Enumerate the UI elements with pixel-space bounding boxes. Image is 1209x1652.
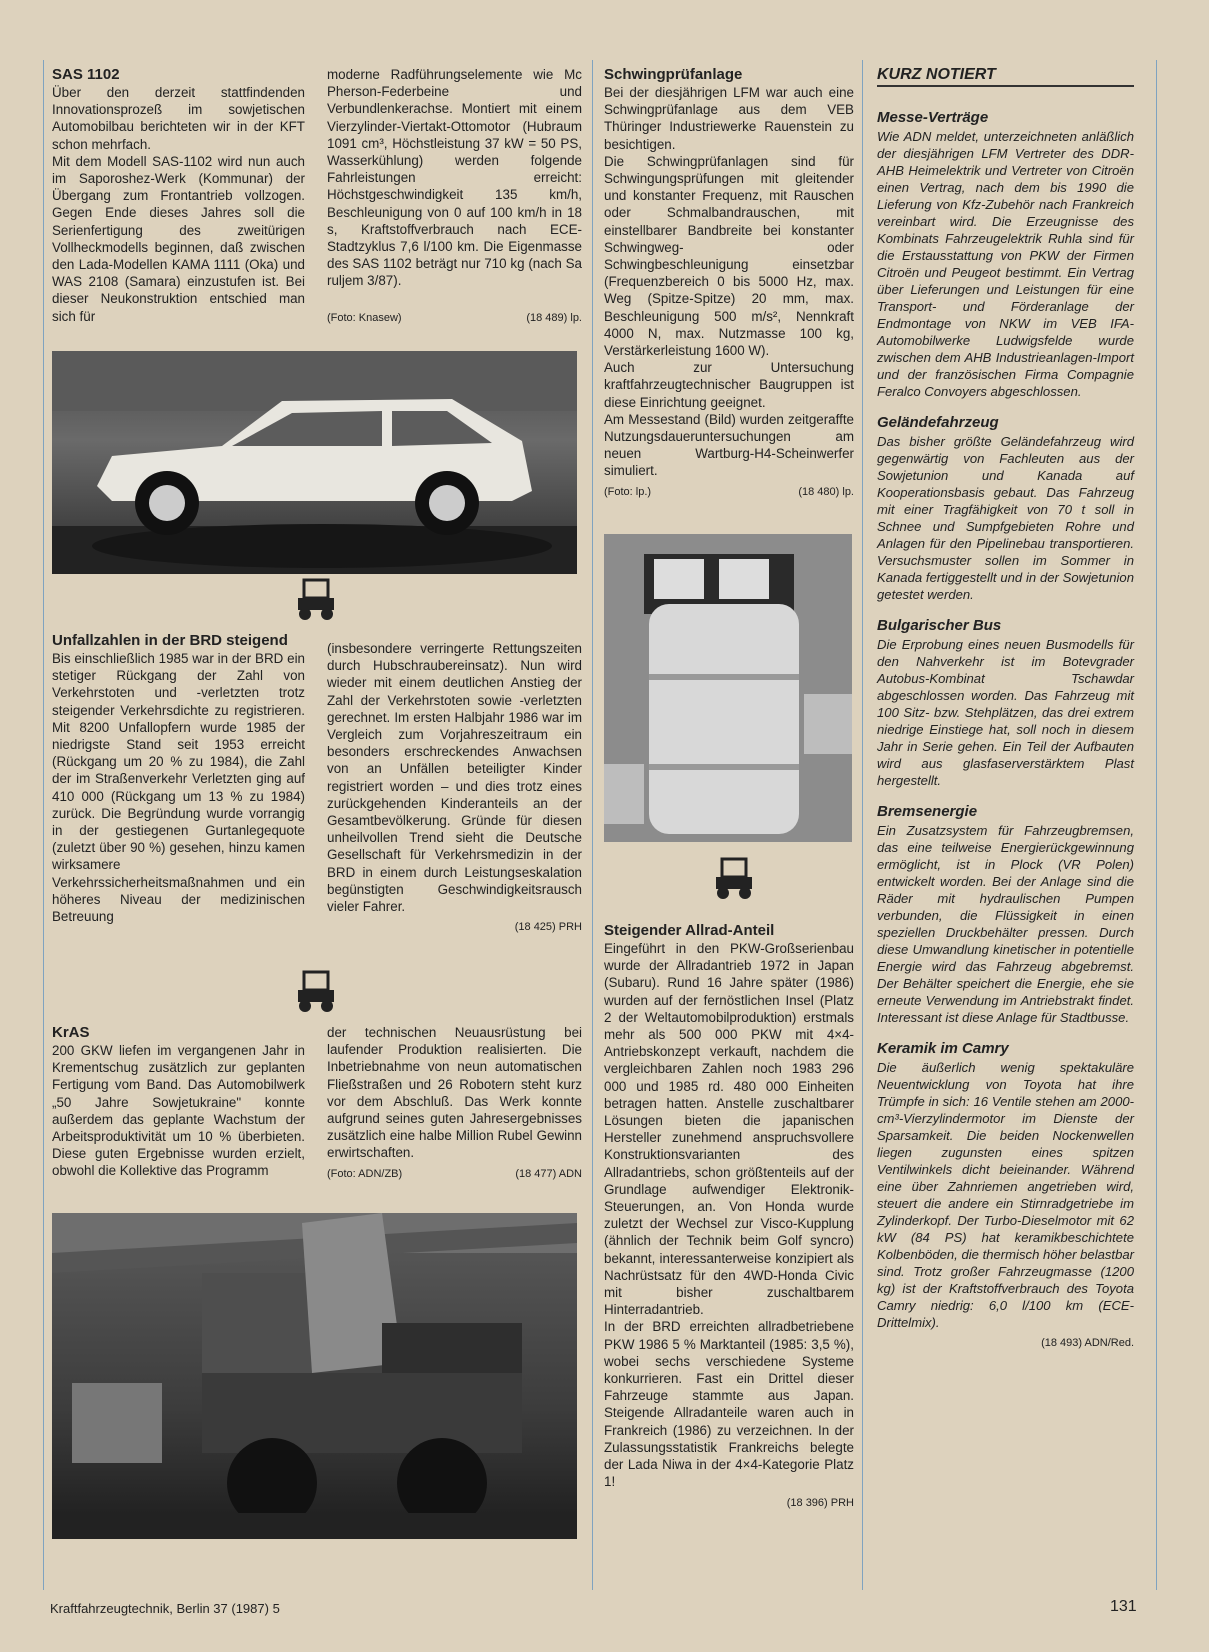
credit-code: (18 493) ADN/Red. bbox=[1041, 1337, 1134, 1349]
credit-source: (Foto: lp.) bbox=[604, 485, 652, 498]
credit-code: (18 477) ADN bbox=[515, 1167, 582, 1180]
article-sas-col1 bbox=[52, 66, 305, 325]
kurz-notiert-column bbox=[877, 66, 1134, 1352]
car-logo-icon bbox=[294, 970, 338, 1021]
page-number: 131 bbox=[1110, 1598, 1137, 1615]
paragraph: Die Schwingprüfanlagen sind für Schwingungsprüfungen mit gleitender und konstanter Frequenz, mit Rauschen oder Schmalbandrauschen, mit einstellbarer Bandbreite bei konstanter Schwingweg- oder Schwingbeschleunigung einsetzbar (Frequenzbereich 0 bis 5000 Hz, max. Weg (Spitze-Spitze) 20 mm, max. Beschleunigung 500 m/s², Nennkraft 4000 N, max. Nutzmasse 100 kg, Verstärkerleistung 1600 W). bbox=[604, 153, 854, 359]
credit-source: (Foto: ADN/ZB) bbox=[327, 1167, 403, 1180]
paragraph: Bis einschließlich 1985 war in der BRD ein stetiger Rückgang der Zahl von Verkehrstoten und -verletzten trotz steigender Verkehrsdichte zu registrieren. Mit 8200 Unfallopfern wurde 1985 der niedrigste Stand seit 1953 erreicht (Rückgang um 20 % zu 1984), die Zahl der im Straßenverkehr Verletzten ging auf 410 000 (Rückgang um 13 % zu 1984) zurück. Die Begründung wurde vorrangig in der gestiegenen Gurtanlegequote (zuletzt über 90 %) gesehen, hinzu kamen wirksamere Verkehrssicherheitsmaßnahmen und ein höheres Niveau der medizinischen Betreuung bbox=[52, 651, 305, 925]
article-kras-col2 bbox=[327, 1024, 582, 1183]
car-logo-icon bbox=[294, 578, 338, 629]
credit-code: (18 489) lp. bbox=[526, 311, 582, 324]
paragraph: moderne Radführungselemente wie Mc Pherson-Federbeine und Verbundlenkerachse. Montiert mit einem Vierzylinder-Viertakt-Ottomotor (Hubraum 1091 cm³, Höchstleistung 37 kW = 50 PS, Wasserkühlung) werden folgende Fahrleistungen erreicht: Höchstgeschwindigkeit 135 km/h, Beschleunigung von 0 auf 100 km/h in 18 s, Kraftstoffverbrauch nach ECE-Stadtzyklus 7,6 l/100 km. Die Eigenmasse des SAS 1102 beträgt nur 710 kg (nach Sa ruljem 3/87). bbox=[327, 67, 582, 289]
paragraph: Bei der diesjährigen LFM war auch eine Schwingprüfanlage aus dem VEB Thüringer Industriewerke Rauenstein zu besichtigen. bbox=[604, 85, 854, 152]
credit-code: (18 425) PRH bbox=[514, 921, 582, 934]
article-code bbox=[327, 919, 582, 936]
article-code bbox=[604, 1495, 854, 1512]
article-unfall-col2 bbox=[327, 640, 582, 936]
paragraph: Das bisher größte Geländefahrzeug wird gegenwärtig von Fachleuten aus der Sowjetunion und Kanada auf Kooperationsbasis gebaut. Das Fahrzeug mit einer Tragfähigkeit von 70 t soll in Schnee und Sumpfgebieten Rohre und Anlagen für den Pipelinebau transportieren. Versuchsmuster sollen im Sommer in Kanada fertiggestellt und in der Sowjetunion getestet werden. bbox=[877, 434, 1134, 602]
photo-kras-truck bbox=[52, 1213, 577, 1539]
truck-illustration bbox=[52, 1213, 577, 1539]
photo-credit bbox=[604, 484, 854, 501]
paragraph: Die äußerlich wenig spektakuläre Neuentwicklung von Toyota hat ihre Trümpfe in sich: 16 Ventile stehen am 2000-cm³-Vierzylindermotor im Dienste der Sparsamkeit. Die beiden Nockenwellen liegen zugunsten eines spitzen Ventilwinkels dicht beieinander. Während eine über Zahnriemen angetrieben wird, steuert die andere ein Stirnradgetriebe im Zylinderkopf. Der Turbo-Dieselmotor mit 62 kW (84 PS) hat keramikbeschichtete Kolbenböden, die thermisch höher belastbar sind. Trotz großer Fahrzeugmasse (1200 kg) ist der Kraftstoffverbrauch des Toyota Camry niedrig: 6,0 l/100 km (ECE-Drittelmix). bbox=[877, 1060, 1134, 1330]
headline-keramik: Keramik im Camry bbox=[877, 1040, 1009, 1057]
car-illustration bbox=[52, 351, 577, 574]
column-rule bbox=[862, 60, 863, 1590]
headline-sas: SAS 1102 bbox=[52, 66, 120, 83]
photo-schwing-rig bbox=[604, 534, 852, 842]
paragraph: Wie ADN meldet, unterzeichneten anläßlich der diesjährigen LFM Vertreter des DDR-AHB Heimelektrik und Vertreter von Citroën einen Vertrag, nach dem bis 1990 die Lieferung von Kfz-Zubehör nach Frankreich vereinbart wird. Die Erzeugnisse des Kombinats Fahrzeugelektrik Ruhla sind für die Erstausstattung von PKW der Firmen Citroën und Peugeot bestimmt. Ein Vertrag über Lieferungen und Leistungen für eine Transport- und Förderanlage der Endmontage von NKW im VEB IFA-Automobilwerke Ludwigsfelde wurde zwischen dem AHB Industrieanlagen-Import und der französischen Firma Compagnie Feralco Convoyers abgeschlossen. bbox=[877, 129, 1134, 399]
headline-messe: Messe-Verträge bbox=[877, 109, 989, 126]
paragraph: Mit dem Modell SAS-1102 wird nun auch im Saporoshez-Werk (Kommunar) der Übergang zum Frontantrieb vollzogen. Gegen Ende dieses Jahres soll die Serienfertigung des zweitürigen Vollheckmodells beginnen, daß zwischen den Lada-Modellen KAMA 1111 (Oka) und WAS 2108 (Samara) einzustufen ist. Bei dieser Neukonstruktion entschied man sich für bbox=[52, 153, 305, 324]
headline-allrad: Steigender Allrad-Anteil bbox=[604, 922, 775, 939]
article-kras-col1 bbox=[52, 1024, 305, 1180]
credit-code: (18 396) PRH bbox=[786, 1496, 854, 1509]
section-rule bbox=[877, 85, 1134, 87]
credit-code: (18 480) lp. bbox=[798, 485, 854, 498]
headline-kras: KrAS bbox=[52, 1024, 90, 1041]
paragraph: Auch zur Untersuchung kraftfahrzeugtechnischer Baugruppen ist diese Einrichtung geeignet. bbox=[604, 360, 854, 410]
article-sas-col2 bbox=[327, 66, 582, 327]
headline-brems: Bremsenergie bbox=[877, 803, 978, 820]
photo-credit bbox=[327, 1166, 582, 1183]
column-rule bbox=[1156, 60, 1157, 1590]
headline-gelaende: Geländefahrzeug bbox=[877, 414, 999, 431]
test-rig-illustration bbox=[604, 534, 852, 842]
headline-schwing: Schwingprüfanlage bbox=[604, 66, 743, 83]
paragraph: (insbesondere verringerte Rettungszeiten durch Hubschraubereinsatz). Nun wird wieder mit einem deutlichen Anstieg der Zahl der Verkehrstoten sowie -verletzten gerechnet. Im ersten Halbjahr 1986 war im Vergleich zum Vorjahreszeitraum ein besonders erschreckendes Anwachsen von an Unfällen beteiligter Kinder registriert worden – und dies trotz eines zurückgehenden Kinderanteils an der Gesamtbevölkerung. Gründe für diesen unheilvollen Trend sieht die Deutsche Gesellschaft für Verkehrsmedizin in der BRD in einem durch Leistungseskalation begünstigten Geschwindigkeitsrausch vieler Fahrer. bbox=[327, 641, 582, 915]
article-schwing bbox=[604, 66, 854, 501]
paragraph: Eingeführt in den PKW-Großserienbau wurde der Allradantrieb 1972 in Japan (Subaru). Rund 16 Jahre später (1986) wurden auf der fernöstlichen Insel (Platz 2 der Weltautomobilproduktion) erstmals mehr als 500 000 PKW mit 4×4-Antriebskonzept verkauft, nachdem die vergleichbaren Zahlen noch 1983 296 000 und 1985 rd. 480 000 Einheiten betragen hatten. Anstelle zuschaltbarer Lösungen bieten die japanischen Hersteller zunehmend anspruchsvollere Konstruktionsvarianten des Allradantriebs, schon größtenteils auf der Grundlage aufwendiger Elektronik-Steuerungen, an. Von Honda wurde zuletzt der Wechsel zur Visco-Kupplung (ähnlich der Technik beim Golf syncro) bekannt, interessanterweise konzipiert als Nachrüstsatz für den 4WD-Honda Civic mit bisher zuschaltbarem Hinterradantrieb. bbox=[604, 941, 854, 1318]
paragraph: In der BRD erreichten allradbetriebene PKW 1986 5 % Marktanteil (1985: 3,5 %), wobei sechs verschiedene Systeme konkurrieren. Fast ein Drittel dieser Fahrzeuge stammte aus Japan. Steigende Allradanteile waren auch in Frankreich (1986) zu verzeichnen. In der Zulassungsstatistik Frankreichs belegte der Lada Niwa in der 4×4-Kategorie Platz 1! bbox=[604, 1319, 854, 1490]
article-code bbox=[877, 1335, 1134, 1352]
photo-sas-car bbox=[52, 351, 577, 574]
paragraph: Über den derzeit stattfindenden Innovationsprozeß im sowjetischen Automobilbau berichteten wir in der KFT schon mehrfach. bbox=[52, 85, 305, 152]
article-allrad bbox=[604, 922, 854, 1512]
paragraph: Am Messestand (Bild) wurden zeitgeraffte Nutzungsdaueruntersuchungen am neuen Wartburg-H4-Scheinwerfer simuliert. bbox=[604, 411, 854, 479]
credit-source: (Foto: Knasew) bbox=[327, 311, 402, 324]
headline-bus: Bulgarischer Bus bbox=[877, 617, 1002, 634]
column-rule bbox=[592, 60, 593, 1590]
paragraph: der technischen Neuausrüstung bei laufender Produktion realisierten. Die Inbetriebnahme von neun automatischen Fließstraßen und 26 Robotern steht kurz vor dem Abschluß. Das Werk konnte aufgrund seines guten Jahresergebnisses zusätzlich eine halbe Million Rubel Gewinn erwirtschaften. bbox=[327, 1025, 582, 1161]
footer-journal: Kraftfahrzeugtechnik, Berlin 37 (1987) 5 bbox=[50, 1601, 280, 1616]
article-unfall-col1 bbox=[52, 632, 305, 925]
car-logo-icon bbox=[712, 857, 756, 908]
column-rule bbox=[43, 60, 44, 1590]
photo-credit bbox=[327, 310, 582, 327]
paragraph: Ein Zusatzsystem für Fahrzeugbremsen, das eine teilweise Energierückgewinnung ermöglicht, ist in Plock (VR Polen) entwickelt worden. Bei der Anlage sind die Räder mit hydraulischen Pumpen verbunden, die Flüssigkeit in einen speziellen Druckbehälter pressen. Durch diese Umwandlung kinetischer in potentielle Energie wird das Fahrzeug abgebremst. Der Behälter speichert die Energie, ehe sie erneute Verwendung im Antriebstrakt findet. Interessant ist diese Anlage für Stadtbusse. bbox=[877, 823, 1134, 1025]
section-header: KURZ NOTIERT bbox=[877, 66, 996, 83]
paragraph: Die Erprobung eines neuen Busmodells für den Nahverkehr ist im Botevgrader Autobus-Kombinat Tschawdar abgeschlossen worden. Das Fahrzeug mit 100 Sitz- bzw. Stehplätzen, das drei extrem niedrige Einstiege hat, soll noch in diesem Jahr in Serie gehen. Ein Teil der Aufbauten wird aus glasfaserverstärktem Plast hergestellt. bbox=[877, 637, 1134, 788]
headline-unfall: Unfallzahlen in der BRD steigend bbox=[52, 632, 288, 649]
paragraph: 200 GKW liefen im vergangenen Jahr in Krementschug zusätzlich zur geplanten Fertigung vom Band. Das Automobilwerk „50 Jahre Sowjetukraine" konnte außerdem das geplante Wachstum der Arbeitsproduktivität um 10 % überbieten. Diese guten Ergebnisse wurden erzielt, obwohl die Kollektive das Programm bbox=[52, 1043, 305, 1179]
